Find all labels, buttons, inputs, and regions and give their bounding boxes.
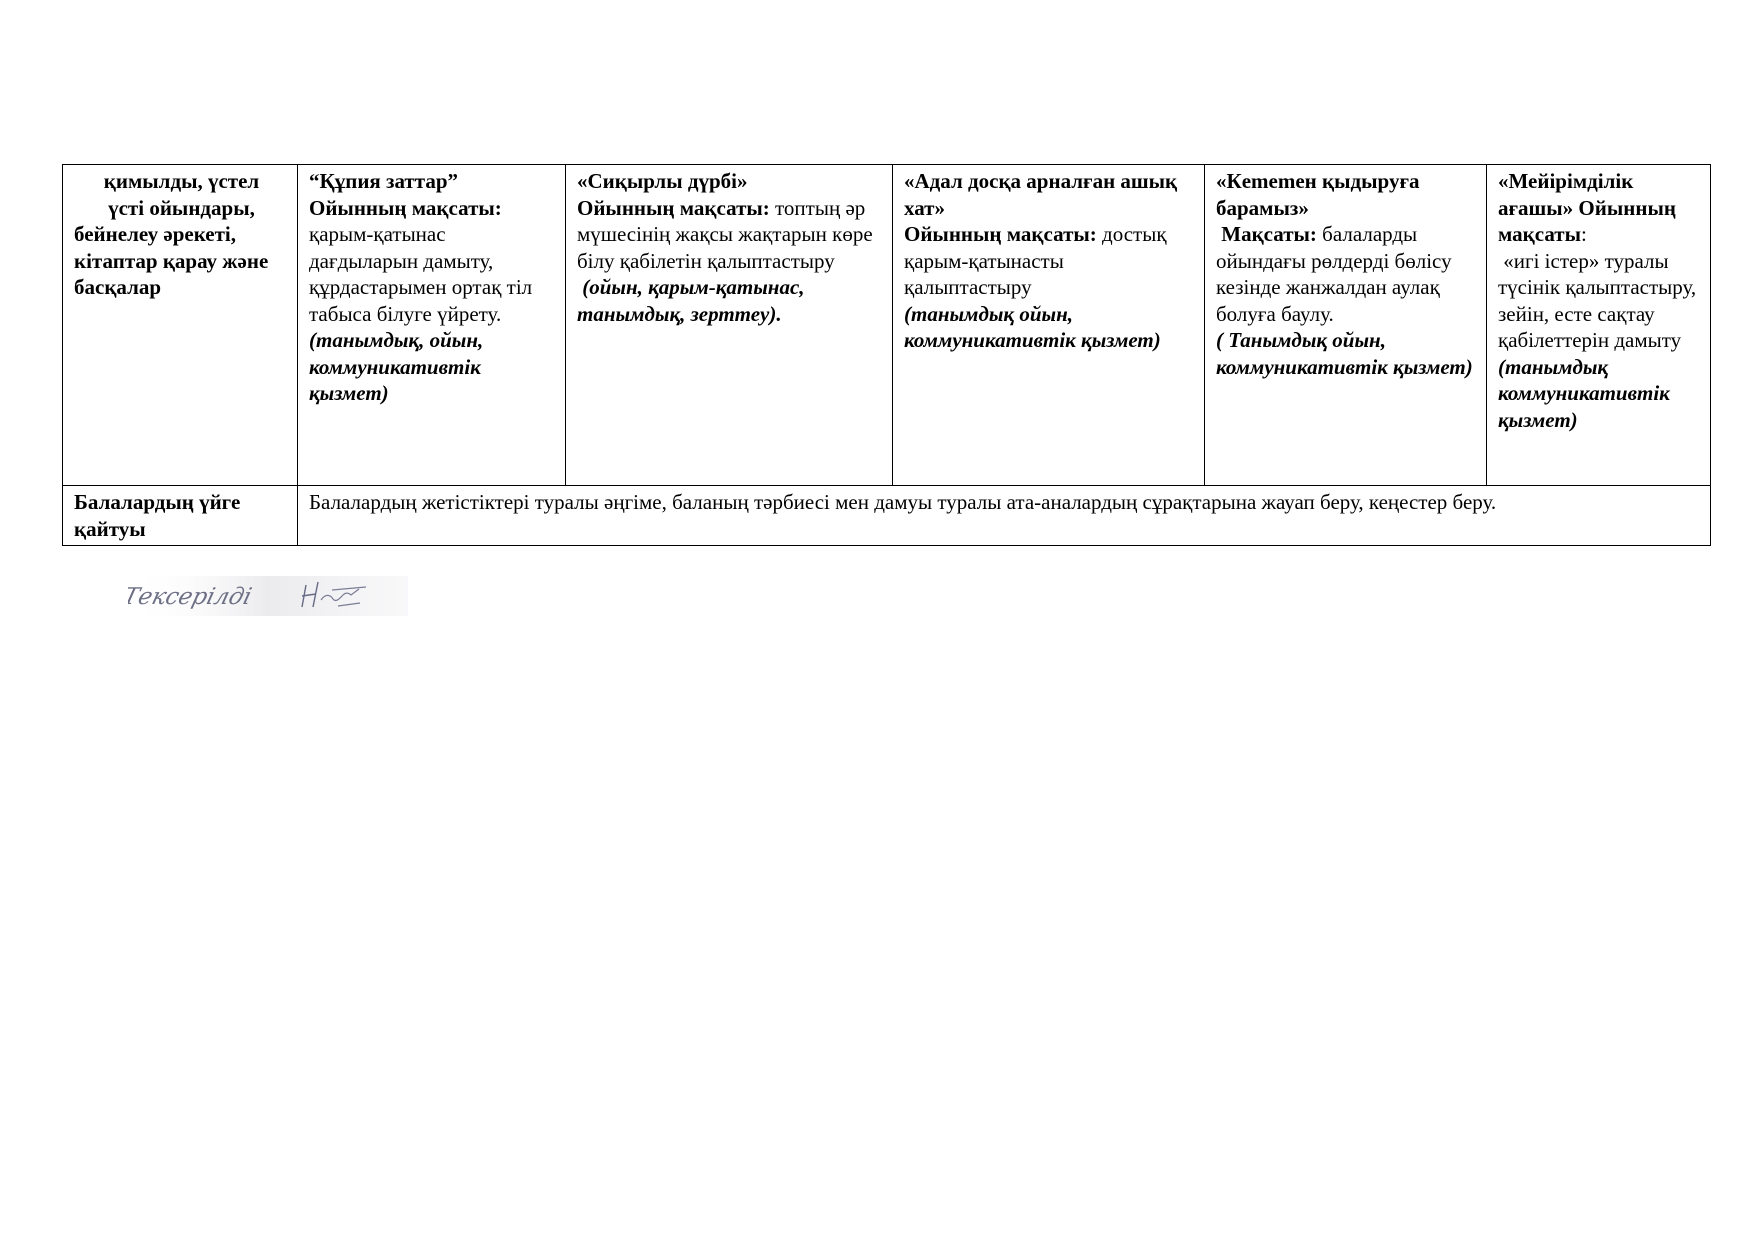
activity-type-line1: қимылды, үстел	[103, 169, 260, 193]
goal-text: балаларды ойындағы рөлдерді бөлісу кезінде жанжалдан аулақ болуға баулу.	[1216, 222, 1452, 326]
game-cell-3	[893, 165, 1205, 486]
activity-type-line2: үсті ойындары,	[108, 195, 255, 220]
game-cell-1	[298, 165, 566, 486]
going-home-label: Балалардың үйге қайтуы	[63, 486, 298, 546]
game-cell-2	[566, 165, 893, 486]
goal-label: Мақсаты:	[1221, 222, 1317, 246]
game-title: «Мейірімділік ағашы» Ойынның мақсаты	[1498, 169, 1676, 246]
goal-text: топтың әр мүшесінің жақсы жақтарын көре білу қабілетін қалыптастыру	[577, 195, 873, 273]
table-row	[63, 165, 1711, 486]
goal-text: қарым-қатынас дағдыларын дамыту, құрдастарымен ортақ тіл табыса білуге үйрету.	[309, 222, 533, 326]
game-cell-5	[1487, 165, 1711, 486]
plan-table	[62, 164, 1711, 546]
signature-icon	[128, 570, 408, 620]
goal-label: Ойынның мақсаты:	[904, 222, 1097, 246]
activity-type: (ойын, қарым-қатынас, танымдық, зерттеу).	[577, 275, 805, 326]
activity-type-rest: бейнелеу әрекеті, кітаптар қарау және басқалар	[74, 222, 269, 299]
activity-type: (танымдық ойын, коммуникативтік қызмет)	[904, 301, 1161, 352]
signature-text: Тексерілді	[128, 582, 255, 610]
game-title: «Сиқырлы дүрбі»	[577, 169, 748, 193]
game-title: “Құпия заттар”	[309, 169, 458, 193]
activity-type-cell	[63, 165, 298, 486]
going-home-text: Балалардың жетістіктері туралы әңгіме, баланың тәрбиесі мен дамуы туралы ата-аналардың сұрақтарына жауап беру, кеңестер беру.	[298, 486, 1711, 546]
goal-label: Ойынның мақсаты:	[577, 195, 770, 220]
goal-label: Ойынның мақсаты:	[309, 195, 502, 220]
activity-type: (танымдық коммуникативтік қызмет)	[1498, 354, 1670, 432]
goal-text: «игі істер» туралы түсінік қалыптастыру, зейін, есте сақтау қабілеттерін дамыту	[1498, 248, 1697, 352]
game-title: «Кememен қыдыруға барамыз»	[1216, 169, 1420, 220]
signature-stamp	[128, 570, 408, 620]
game-cell-4	[1205, 165, 1487, 486]
goal-text: достық қарым-қатынасты қалыптастыру	[904, 222, 1167, 299]
activity-type: (танымдық, ойын, коммуникативтік қызмет)	[309, 328, 484, 405]
activity-type: ( Танымдық ойын, коммуникативтік қызмет)	[1216, 328, 1473, 379]
goal-colon: :	[1581, 222, 1587, 246]
table-row	[63, 486, 1711, 546]
game-title: «Адал досқа арналған ашық хат»	[904, 169, 1178, 220]
